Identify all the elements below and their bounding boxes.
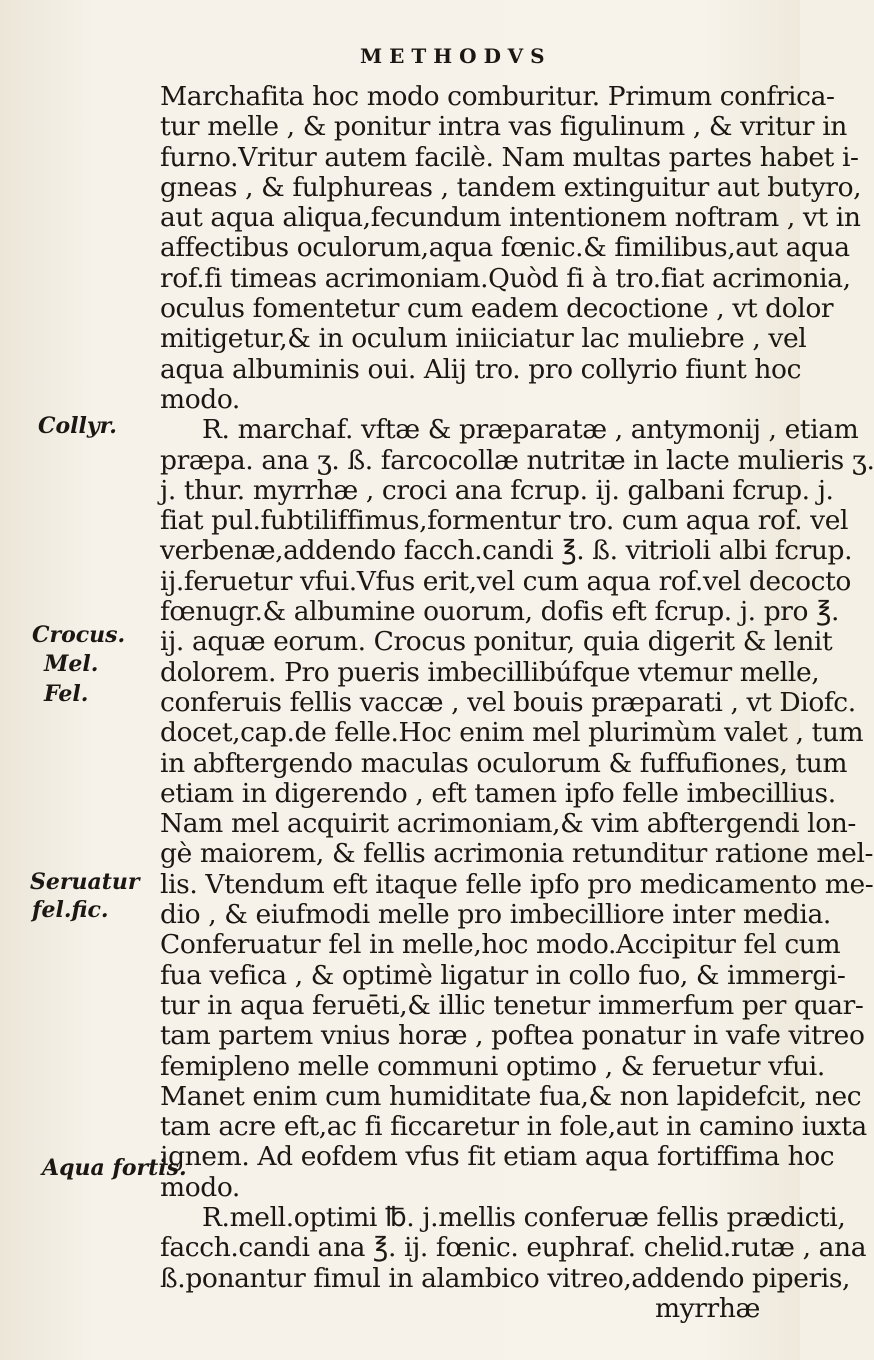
text-line: ij. aquæ eorum. Crocus ponitur, quia digerit & lenit — [160, 626, 833, 658]
running-head: METHODVS — [360, 44, 552, 68]
text-line: ß.ponantur fimul in alambico vitreo,addendo piperis, — [160, 1262, 851, 1294]
text-line: Conferuatur fel in melle,hoc modo.Accipitur fel cum — [160, 929, 841, 961]
text-line: aut aqua aliqua,fecundum intentionem noftram , vt in — [160, 202, 861, 234]
text-line: fœnugr.& albumine ouorum, dofis eft fcrup. j. pro ℥. — [160, 596, 840, 628]
text-line: docet,cap.de felle.Hoc enim mel plurimùm valet , tum — [160, 717, 864, 749]
text-line: R. marchaf. vftæ & præparatæ , antymonij , etiam — [202, 414, 859, 446]
text-line: conferuis fellis vaccæ , vel bouis præparati , vt Diofc. — [160, 686, 856, 718]
text-line: fua vefica , & optimè ligatur in collo fuo, & immergi- — [160, 959, 846, 991]
text-line: tam partem vnius horæ , poftea ponatur in vafe vitreo — [160, 1020, 865, 1052]
text-line: facch.candi ana ℥. ij. fœnic. euphraf. chelid.rutæ , ana — [160, 1232, 867, 1264]
text-line: affectibus oculorum,aqua fœnic.& fimilibus,aut aqua — [160, 232, 850, 264]
text-line: oculus fomentetur cum eadem decoctione , vt dolor — [160, 293, 834, 325]
margin-note-crocus: Crocus. — [32, 622, 126, 648]
text-line: etiam in digerendo , eft tamen ipfo felle imbecillius. — [160, 777, 836, 809]
text-line: in abftergendo maculas oculorum & fuffufiones, tum — [160, 747, 848, 779]
margin-note-fel: Fel. — [44, 681, 89, 707]
catchword: myrrhæ — [654, 1292, 760, 1324]
text-line: ij.feruetur vfui.Vfus erit,vel cum aqua rof.vel decocto — [160, 565, 851, 597]
text-line: tur in aqua feruēti,& illic tenetur immerfum per quar- — [160, 989, 864, 1021]
text-line: furno.Vritur autem facilè. Nam multas partes habet i- — [160, 141, 859, 173]
text-line: aqua albuminis oui. Alij tro. pro collyrio fiunt hoc — [160, 353, 802, 385]
text-line: lis. Vtendum eft itaque felle ipfo pro medicamento me- — [160, 868, 874, 900]
text-line: tur melle , & ponitur intra vas figulinum , & vritur in — [160, 111, 847, 143]
margin-note-fel-fic: fel.fic. — [32, 897, 109, 923]
margin-note-mel: Mel. — [44, 651, 99, 677]
text-line: tam acre eft,ac fi ficcaretur in fole,aut in camino iuxta — [160, 1111, 867, 1143]
margin-note-seruatur: Seruatur — [30, 869, 140, 895]
text-line: ignem. Ad eofdem vfus fit etiam aqua fortiffima hoc — [160, 1141, 835, 1173]
margin-note-aqua-fortis: Aqua fortis. — [42, 1155, 187, 1181]
text-line: Nam mel acquirit acrimoniam,& vim abftergendi lon- — [160, 808, 856, 840]
text-line: præpa. ana ʒ. ß. farcocollæ nutritæ in lacte mulieris ʒ. — [160, 444, 874, 476]
text-line: verbenæ,addendo facch.candi ℥. ß. vitrioli albi fcrup. — [160, 535, 853, 567]
text-line: dolorem. Pro pueris imbecillibúfque vtemur melle, — [160, 656, 820, 688]
text-line: R.mell.optimi ℔. j.mellis conferuæ fellis prædicti, — [202, 1201, 846, 1233]
text-line: j. thur. myrrhæ , croci ana fcrup. ij. galbani fcrup. j. — [160, 474, 834, 506]
text-line: modo. — [160, 383, 240, 415]
text-line: gè maiorem, & fellis acrimonia retunditur ratione mel- — [160, 838, 874, 870]
text-line: Marchafita hoc modo comburitur. Primum confrica- — [160, 81, 835, 112]
text-line: modo. — [160, 1171, 240, 1203]
text-line: gneas , & fulphureas , tandem extinguitur aut butyro, — [160, 171, 862, 203]
text-line: rof.fi timeas acrimoniam.Quòd fi à tro.fiat acrimonia, — [160, 262, 851, 294]
body-text — [160, 81, 874, 1324]
text-line: mitigetur,& in oculum iniiciatur lac muliebre , vel — [160, 323, 807, 355]
text-line: dio , & eiufmodi melle pro imbecilliore inter media. — [160, 899, 831, 931]
text-line: fiat pul.fubtiliffimus,formentur tro. cum aqua rof. vel — [160, 505, 849, 537]
text-line: Manet enim cum humiditate fua,& non lapidefcit, nec — [160, 1080, 862, 1112]
text-line: femipleno melle communi optimo , & feruetur vfui. — [160, 1050, 825, 1082]
margin-note-collyr: Collyr. — [38, 413, 117, 439]
